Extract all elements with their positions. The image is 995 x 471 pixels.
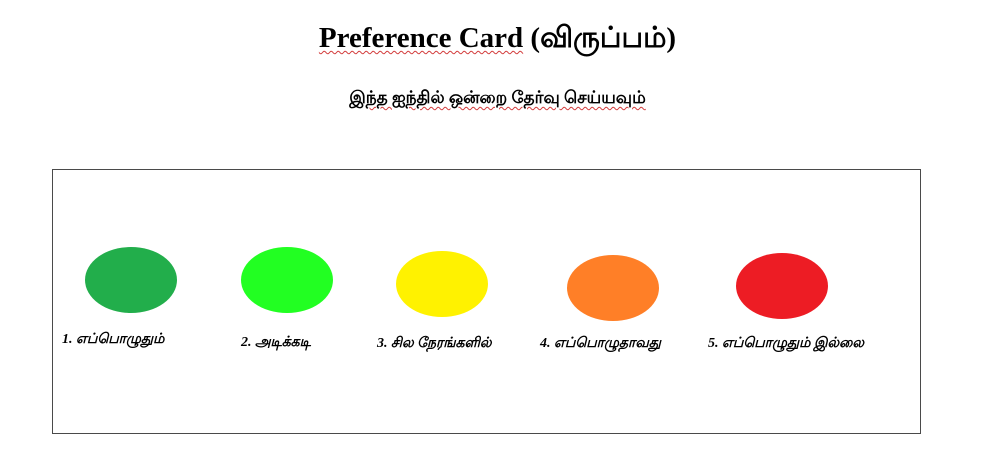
green-circle[interactable] xyxy=(85,247,177,313)
yellow-circle[interactable] xyxy=(396,251,488,317)
page-title xyxy=(0,20,995,56)
title-main: Preference Card xyxy=(318,22,524,54)
instruction-subtitle: இந்த ஐந்தில் ஒன்றை தேர்வு செய்யவும் xyxy=(349,88,646,107)
option-label: 4. எப்பொழுதாவது xyxy=(540,336,661,351)
option-label: 1. எப்பொழுதும் xyxy=(62,332,165,347)
option-label: 2. அடிக்கடி xyxy=(241,335,311,350)
orange-circle[interactable] xyxy=(567,255,659,321)
option-label: 3. சில நேரங்களில் xyxy=(377,336,492,351)
title-tamil: (விருப்பம்) xyxy=(530,22,677,54)
light-green-circle[interactable] xyxy=(241,247,333,313)
option-label: 5. எப்பொழுதும் இல்லை xyxy=(708,336,864,351)
red-circle[interactable] xyxy=(736,253,828,319)
